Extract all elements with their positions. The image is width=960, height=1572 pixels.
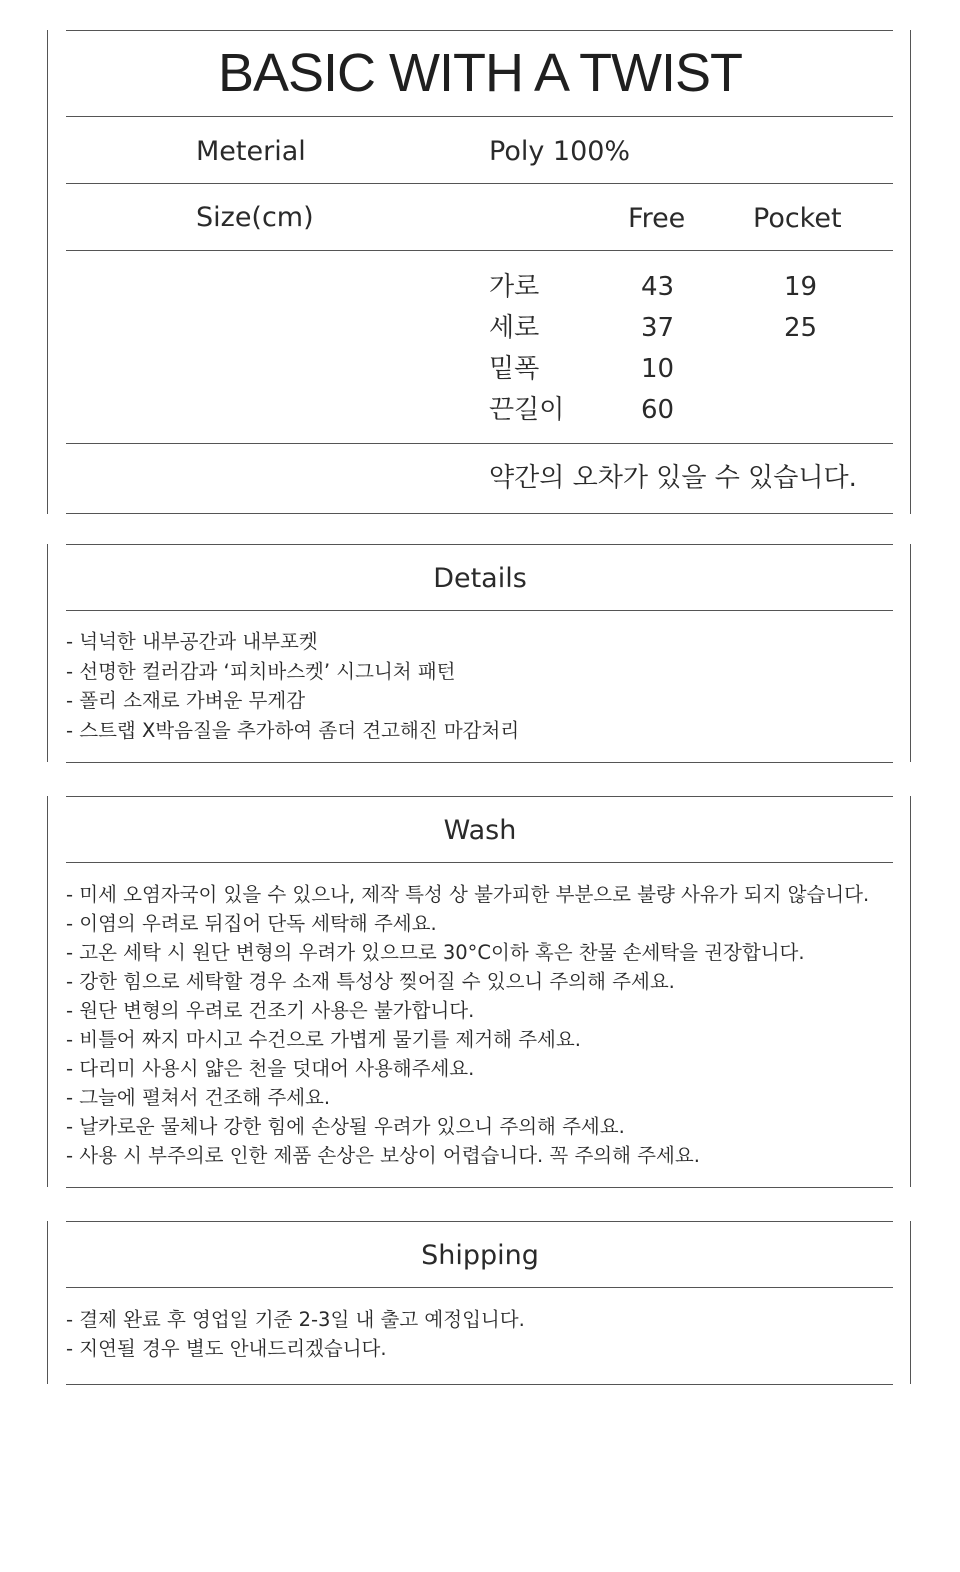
divider xyxy=(66,862,893,863)
details-title: Details xyxy=(433,563,527,594)
shipping-list xyxy=(66,1305,525,1363)
divider xyxy=(66,762,893,763)
shipping-title: Shipping xyxy=(421,1240,539,1271)
size-row-pocket: 19 xyxy=(784,272,818,302)
divider xyxy=(66,443,893,444)
column-header-free: Free xyxy=(628,203,686,234)
size-label: Size(cm) xyxy=(196,202,314,233)
list-item: - 원단 변형의 우려로 건조기 사용은 불가합니다. xyxy=(66,999,475,1022)
divider xyxy=(66,1287,893,1288)
list-item: - 넉넉한 내부공간과 내부포켓 xyxy=(66,630,318,653)
list-item: - 고온 세탁 시 원단 변형의 우려가 있으므로 30°C이하 혹은 찬물 손세탁을 권장합니다. xyxy=(66,941,805,964)
size-row-name: 세로 xyxy=(489,313,540,343)
list-item: - 폴리 소재로 가벼운 무게감 xyxy=(66,689,306,712)
divider xyxy=(66,116,893,117)
list-item: - 사용 시 부주의로 인한 제품 손상은 보상이 어렵습니다. 꼭 주의해 주세요. xyxy=(66,1144,700,1167)
frame-left-border xyxy=(47,796,48,1187)
frame-left-border xyxy=(47,30,48,514)
list-item: - 선명한 컬러감과 ‘피치바스켓’ 시그니처 패턴 xyxy=(66,659,456,683)
size-row-free: 43 xyxy=(641,272,675,302)
size-row-name: 가로 xyxy=(489,272,540,302)
list-item: - 날카로운 물체나 강한 힘에 손상될 우려가 있으니 주의해 주세요. xyxy=(66,1115,625,1138)
divider xyxy=(66,1384,893,1385)
frame-right-border xyxy=(910,30,911,514)
list-item: - 스트랩 X박음질을 추가하여 좀더 견고해진 마감처리 xyxy=(66,718,520,742)
list-item: - 미세 오염자국이 있을 수 있으나, 제작 특성 상 불가피한 부분으로 불량 사유가 되지 않습니다. xyxy=(66,883,870,906)
material-label: Meterial xyxy=(196,136,306,167)
divider xyxy=(66,544,893,545)
list-item: - 다리미 사용시 얇은 천을 덧대어 사용해주세요. xyxy=(66,1057,475,1080)
size-row-free: 10 xyxy=(641,354,675,384)
list-item: - 강한 힘으로 세탁할 경우 소재 특성상 찢어질 수 있으니 주의해 주세요. xyxy=(66,970,675,993)
size-tolerance-note: 약간의 오차가 있을 수 있습니다. xyxy=(489,463,857,493)
material-value: Poly 100% xyxy=(489,136,631,167)
details-list xyxy=(66,627,519,745)
divider xyxy=(66,610,893,611)
size-row-free: 60 xyxy=(641,395,675,425)
frame-right-border xyxy=(910,796,911,1187)
divider xyxy=(66,1187,893,1188)
divider xyxy=(66,30,893,31)
wash-title: Wash xyxy=(443,815,517,846)
size-row-name: 밑폭 xyxy=(489,354,540,384)
divider xyxy=(66,1221,893,1222)
size-row-free: 37 xyxy=(641,313,675,343)
wash-list xyxy=(66,880,869,1170)
size-row-name: 끈길이 xyxy=(489,395,565,425)
list-item: - 비틀어 짜지 마시고 수건으로 가볍게 물기를 제거해 주세요. xyxy=(66,1028,581,1051)
list-item: - 그늘에 펼쳐서 건조해 주세요. xyxy=(66,1086,331,1109)
divider xyxy=(66,183,893,184)
list-item: - 결제 완료 후 영업일 기준 2-3일 내 출고 예정입니다. xyxy=(66,1308,525,1331)
column-header-pocket: Pocket xyxy=(753,203,842,234)
divider xyxy=(66,796,893,797)
divider xyxy=(66,513,893,514)
list-item: - 이염의 우려로 뒤집어 단독 세탁해 주세요. xyxy=(66,912,437,935)
product-title: BASIC WITH A TWIST xyxy=(217,43,743,103)
size-row-pocket: 25 xyxy=(784,313,818,343)
list-item: - 지연될 경우 별도 안내드리겠습니다. xyxy=(66,1337,387,1360)
divider xyxy=(66,250,893,251)
